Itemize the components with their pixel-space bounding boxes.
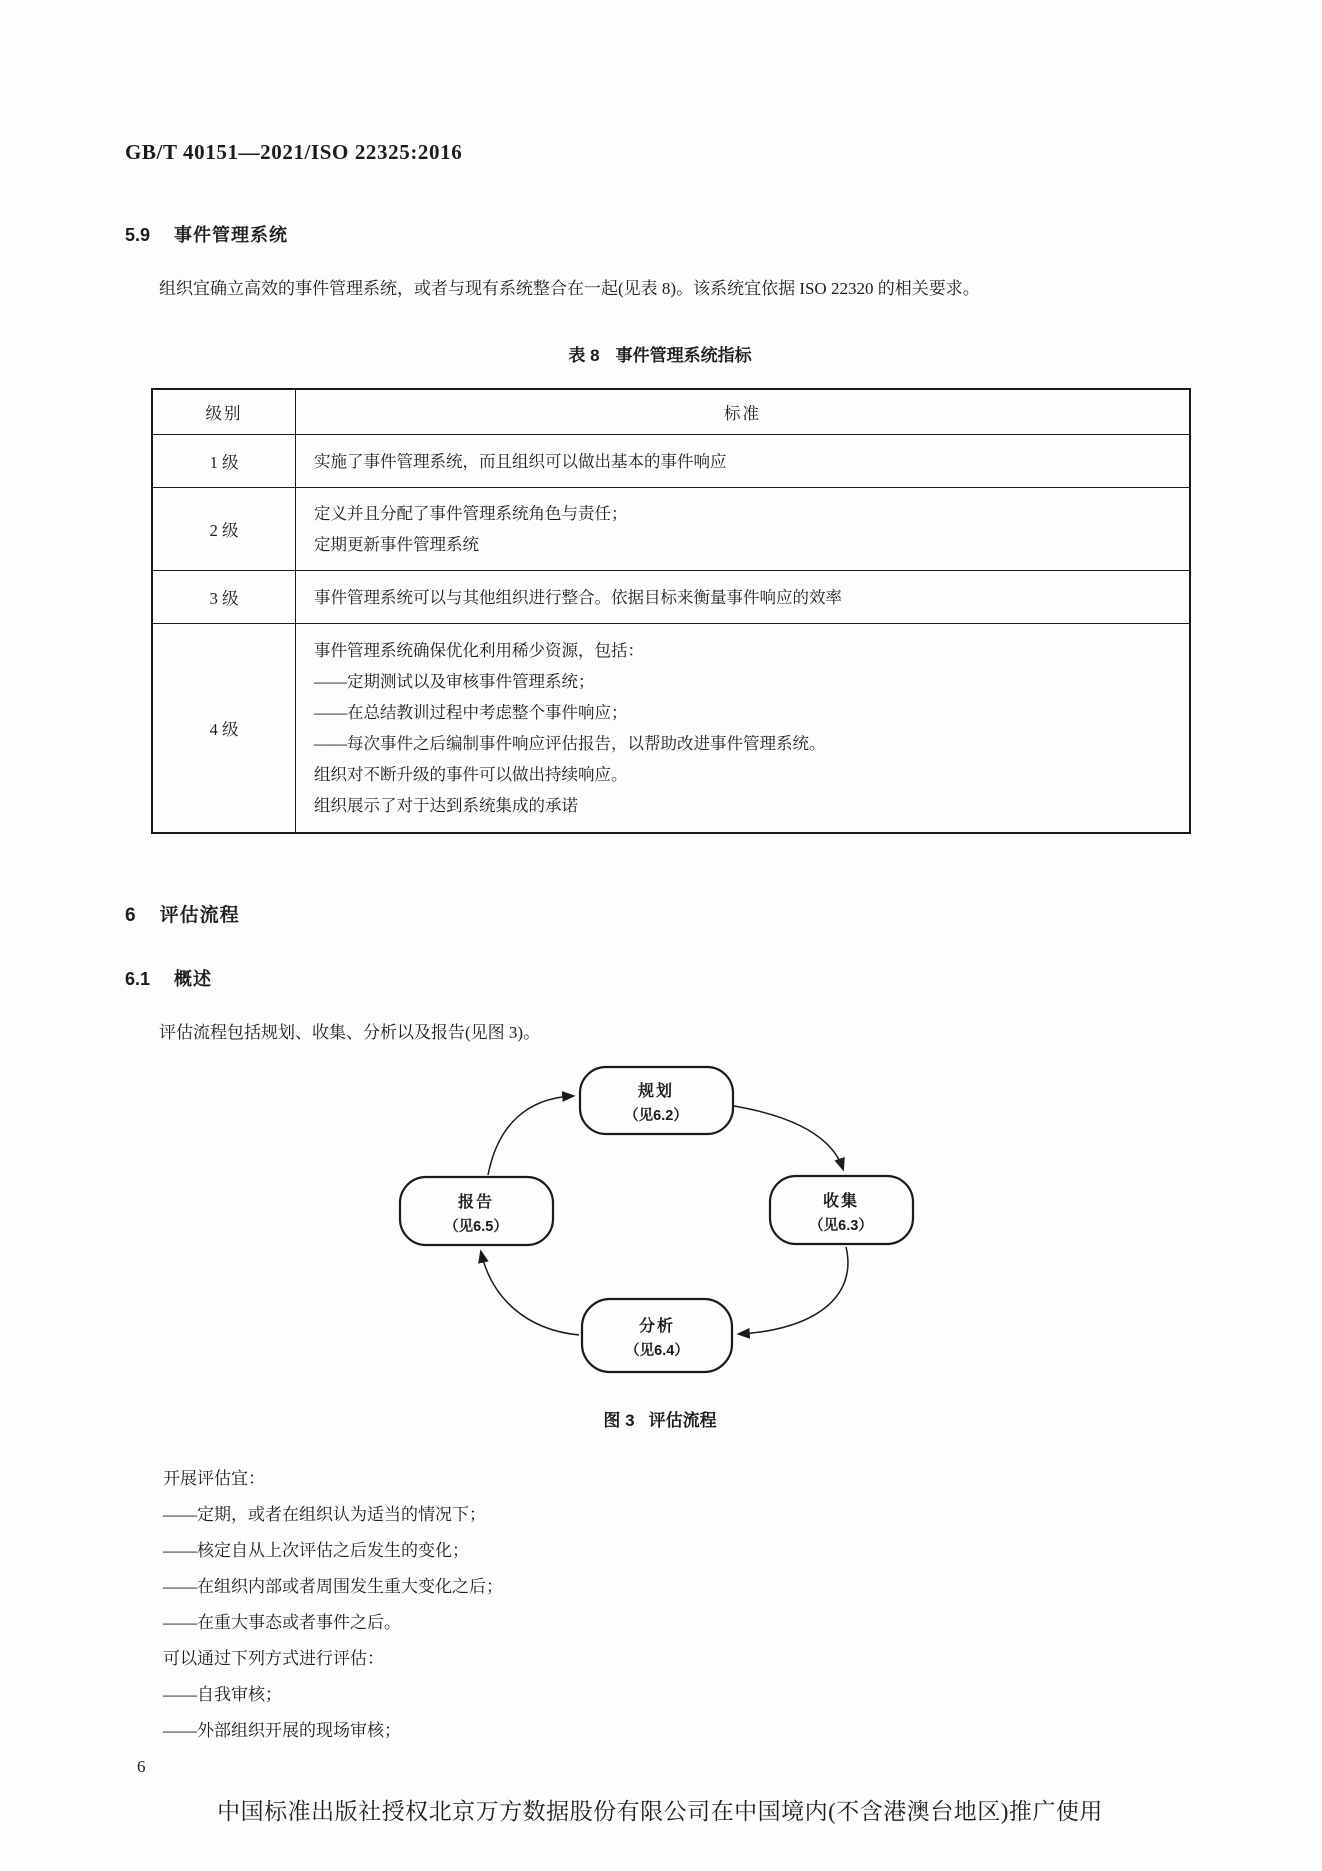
assessment-list — [163, 1461, 1195, 1749]
assessment-item: ——核定自从上次评估之后发生的变化； — [163, 1541, 469, 1560]
col-header-level: 级别 — [152, 389, 296, 435]
figure-label: 图 3 — [603, 1411, 635, 1430]
criteria-line: 定义并且分配了事件管理系统角色与责任； — [314, 504, 628, 523]
criteria-line: 组织对不断升级的事件可以做出持续响应。 — [314, 765, 628, 784]
level-cell: 3 级 — [152, 571, 296, 624]
flow-node-collect-label: 收集 — [822, 1193, 860, 1210]
section-number: 6 — [125, 905, 136, 926]
criteria-line: ——每次事件之后编制事件响应评估报告，以帮助改进事件管理系统。 — [314, 734, 826, 753]
assessment-method-item: ——自我审核； — [163, 1685, 282, 1704]
col-header-criteria: 标准 — [296, 389, 1191, 435]
level-cell: 2 级 — [152, 488, 296, 571]
criteria-cell — [296, 624, 1191, 834]
criteria-line: 事件管理系统可以与其他组织进行整合。依据目标来衡量事件响应的效率 — [314, 587, 842, 607]
flow-node-plan-ref: （见6.2） — [624, 1108, 688, 1124]
figure-3 — [125, 1054, 1195, 1386]
criteria-line: ——在总结教训过程中考虑整个事件响应； — [314, 703, 628, 722]
arrow-analyze-to-report — [481, 1252, 579, 1335]
table-header-row — [152, 389, 1190, 435]
table-row — [152, 624, 1190, 834]
flow-node-report-ref: （见6.5） — [444, 1219, 508, 1235]
assessment-item: ——在组织内部或者周围发生重大变化之后； — [163, 1577, 503, 1596]
page-number: 6 — [137, 1757, 146, 1776]
flow-node-analyze — [582, 1299, 732, 1372]
criteria-cell — [296, 435, 1191, 488]
arrow-report-to-plan — [488, 1096, 573, 1175]
section-title: 概述 — [174, 969, 213, 989]
criteria-line: 实施了事件管理系统，而且组织可以做出基本的事件响应 — [314, 451, 727, 471]
section-6-1-heading — [125, 965, 1195, 991]
criteria-cell — [296, 571, 1191, 624]
assessment-item: ——定期，或者在组织认为适当的情况下； — [163, 1505, 486, 1524]
assessment-process-diagram — [340, 1054, 980, 1386]
figure-title: 评估流程 — [648, 1411, 717, 1430]
publisher-footer: 中国标准出版社授权北京万方数据股份有限公司在中国境内(不含港澳台地区)推广使用 — [217, 1799, 1103, 1824]
section-number: 6.1 — [125, 969, 151, 989]
table-8-title — [125, 341, 1195, 366]
section-title: 评估流程 — [159, 905, 240, 926]
assessment-item: ——在重大事态或者事件之后。 — [163, 1613, 401, 1632]
table-title-text: 事件管理系统指标 — [615, 346, 752, 365]
assessment-method-item: ——外部组织开展的现场审核； — [163, 1721, 401, 1740]
table-8 — [151, 388, 1191, 834]
section-6-heading — [125, 900, 1195, 927]
assessment-methods-intro: 可以通过下列方式进行评估： — [163, 1649, 384, 1668]
flow-node-analyze-ref: （见6.4） — [625, 1343, 689, 1359]
standard-number-header: GB/T 40151—2021/ISO 22325:2016 — [125, 140, 463, 164]
table-row — [152, 571, 1190, 624]
flow-node-collect-ref: （见6.3） — [809, 1218, 873, 1234]
criteria-line: ——定期测试以及审核事件管理系统； — [314, 672, 595, 691]
section-5-9-heading — [125, 221, 1195, 247]
section-title: 事件管理系统 — [174, 225, 289, 245]
section-number: 5.9 — [125, 225, 151, 245]
arrow-collect-to-analyze — [739, 1247, 848, 1334]
level-cell: 4 级 — [152, 624, 296, 834]
arrow-plan-to-collect — [734, 1106, 843, 1169]
table-row — [152, 435, 1190, 488]
criteria-line: 事件管理系统确保优化利用稀少资源，包括： — [314, 641, 644, 660]
criteria-cell — [296, 488, 1191, 571]
level-cell: 1 级 — [152, 435, 296, 488]
table-label: 表 8 — [568, 346, 600, 365]
flow-node-plan-label: 规划 — [637, 1083, 675, 1100]
table-row — [152, 488, 1190, 571]
assessment-intro: 开展评估宜： — [163, 1469, 265, 1488]
flow-node-report-label: 报告 — [457, 1194, 495, 1211]
criteria-line: 定期更新事件管理系统 — [314, 535, 479, 554]
figure-3-caption — [125, 1406, 1195, 1431]
section-6-1-paragraph: 评估流程包括规划、收集、分析以及报告(见图 3)。 — [159, 1023, 541, 1042]
criteria-line: 组织展示了对于达到系统集成的承诺 — [314, 796, 578, 815]
section-5-9-paragraph: 组织宜确立高效的事件管理系统，或者与现有系统整合在一起(见表 8)。该系统宜依据 ISO 22320 的相关要求。 — [159, 279, 980, 298]
flow-node-analyze-label: 分析 — [638, 1318, 676, 1335]
